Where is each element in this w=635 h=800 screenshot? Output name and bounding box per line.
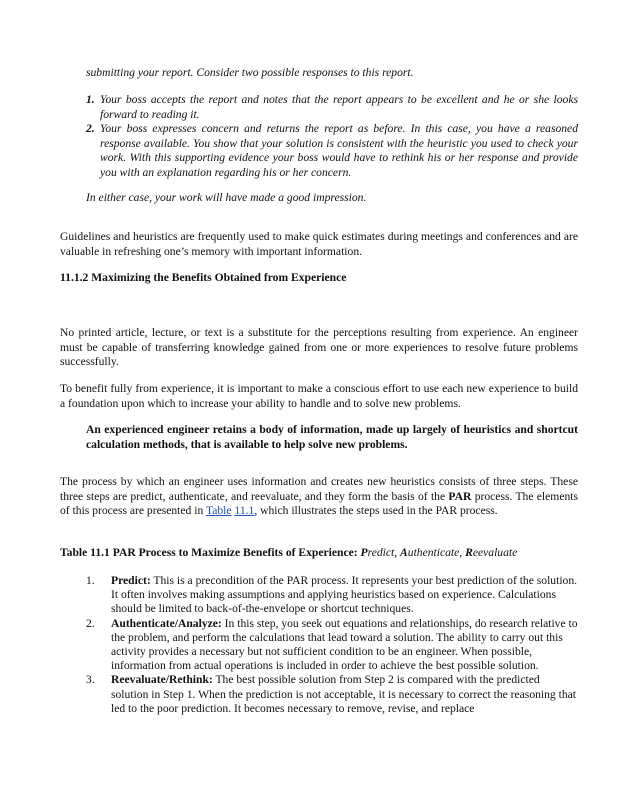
caption-r: R (465, 546, 473, 559)
paragraph-process (60, 475, 578, 519)
step-text: In this step, you seek out equations and relationships, do research relative to the problem, and perform the calculations that lead toward a solution. The ability to carry out this activity provides a necessary but not sufficient condition to be an engineer. When possible, information from actual operations is included in order to achieve the best possible solution. (111, 616, 578, 673)
table-caption (60, 546, 590, 561)
list-text: Your boss accepts the report and notes that the report appears to be excellent and he or she looks forward to reading it. (100, 93, 578, 121)
list-item (86, 617, 578, 674)
step-title: Reevaluate/Rethink: (111, 673, 213, 687)
list-number: 2. (86, 122, 95, 135)
either-case-line: In either case, your work will have made a good impression. (86, 191, 367, 204)
block-quote: An experienced engineer retains a body of information, made up largely of heuristics and shortcut calculation methods, that is available to help solve new problems. (86, 423, 578, 451)
par-term: PAR (448, 489, 472, 503)
par-steps-list (86, 574, 578, 716)
list-number: 1. (86, 93, 95, 106)
intro-line: submitting your report. Consider two possible responses to this report. (86, 66, 414, 79)
list-item (86, 122, 578, 180)
section-heading: 11.1.2 Maximizing the Benefits Obtained from Experience (60, 271, 347, 284)
caption-reevaluate: eevaluate (472, 546, 518, 559)
process-text: , which illustrates the steps used in the PAR process. (254, 504, 498, 517)
caption-p: P (360, 546, 368, 559)
caption-lead: Table 11.1 PAR Process to Maximize Benefits of Experience: (60, 546, 361, 559)
step-number: 3. (86, 673, 95, 687)
process-text: process. The elements of this process are presented in (60, 489, 578, 517)
step-text: This is a precondition of the PAR process. It represents your best prediction of the solution. It often involves making assumptions and applying heuristics based on experience. Calculations should be limited to back-of-the-envelope or shortcut techniques. (111, 574, 578, 616)
paragraph-guidelines: Guidelines and heuristics are frequently used to make quick estimates during meetings and conferences and are valuable in refreshing one’s memory with important information. (60, 230, 578, 258)
caption-authenticate: uthenticate, (407, 546, 466, 559)
step-number: 2. (86, 616, 95, 630)
list-text: Your boss expresses concern and returns the report as before. In this case, you have a reasoned response available. You show that your solution is consistent with the heuristic you used to check your work. With this supporting evidence your boss would have to rethink his or her response and provide you with an explanation regarding his or her concern. (100, 122, 578, 179)
list-item (86, 574, 578, 617)
list-item (86, 673, 578, 716)
response-list (86, 93, 578, 180)
step-number: 1. (86, 574, 95, 587)
paragraph-benefit: To benefit fully from experience, it is important to make a conscious effort to use each new experience to build a foundation upon which to increase your ability to handle and to solve new problems. (60, 382, 578, 410)
step-text: The best possible solution from Step 2 is compared with the predicted solution in Step 1. When the prediction is not acceptable, it is necessary to correct the reasoning that led to the poor prediction. It becomes necessary to remove, revise, and replace (111, 673, 577, 715)
step-title: Authenticate/Analyze: (111, 616, 222, 630)
caption-predict: redict, (367, 546, 401, 559)
step-title: Predict: (111, 574, 151, 587)
list-item (86, 93, 578, 122)
table-number-link[interactable]: 11.1 (234, 504, 255, 517)
process-text: The process by which an engineer uses information and creates new heuristics consists of three steps. These three steps are predict, authenticate, and reevaluate, and they form the basis of the (60, 475, 578, 503)
caption-a: A (400, 546, 408, 559)
table-link[interactable]: Table (205, 504, 232, 517)
paragraph-experience: No printed article, lecture, or text is a substitute for the perceptions resulting from experience. An engineer must be capable of transferring knowledge gained from one or more experiences to resolve future problems successfully. (60, 326, 578, 368)
